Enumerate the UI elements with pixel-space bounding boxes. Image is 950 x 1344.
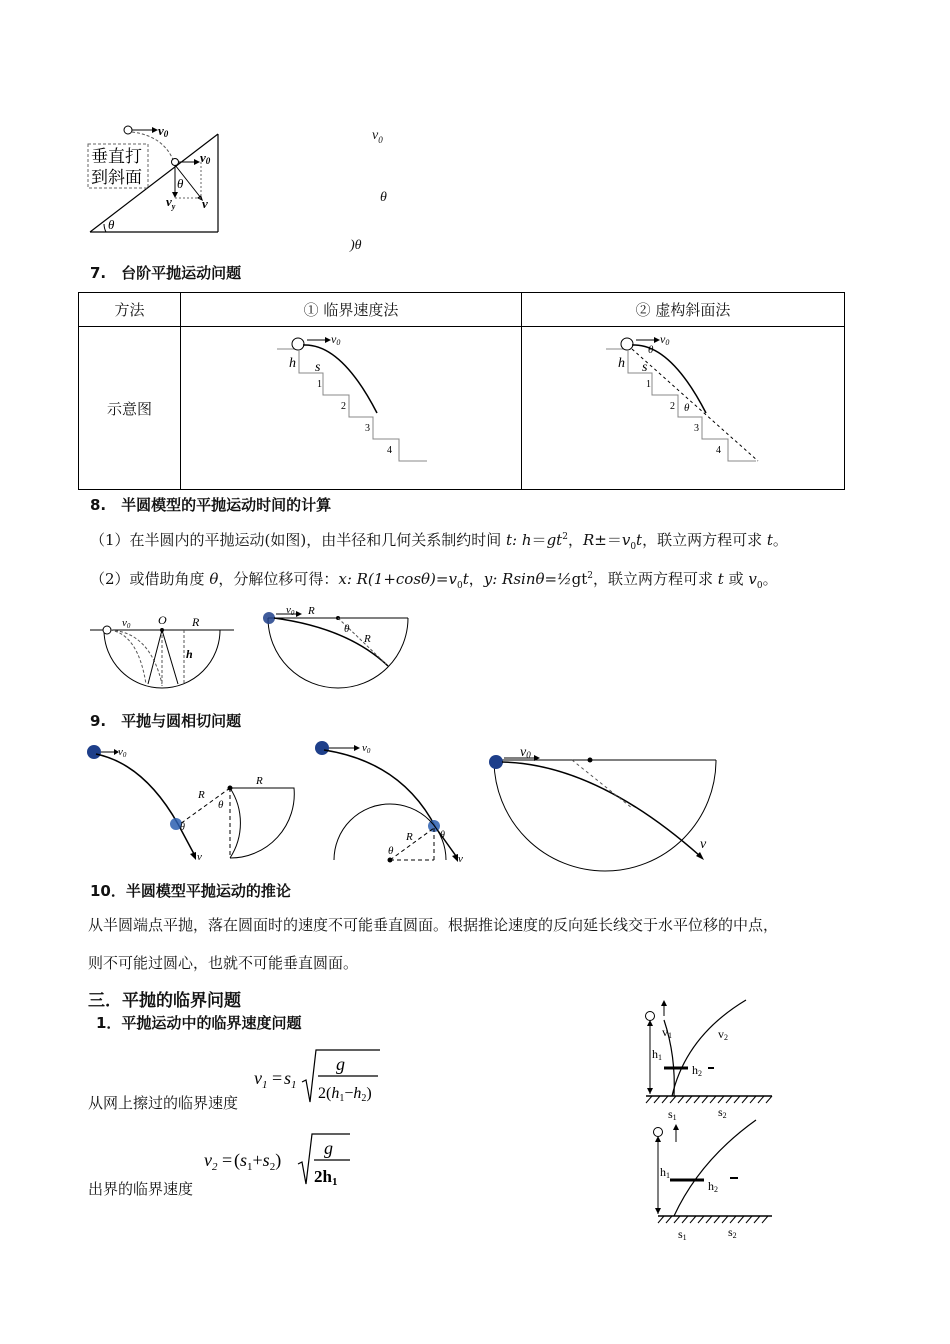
step-2: 2: [670, 401, 675, 412]
step-1: 1: [646, 379, 651, 390]
semicircle-figure-b: [258, 602, 414, 692]
eq: =: [272, 1068, 283, 1088]
method-table: [78, 292, 845, 490]
step-4: 4: [387, 445, 392, 456]
v-label: v: [700, 837, 707, 852]
tangent-figure-b: [312, 738, 482, 864]
section3-heading: 三．平抛的临界问题: [88, 991, 241, 1011]
h-label: h: [186, 647, 193, 661]
v-label: v: [197, 851, 202, 863]
step-3: 3: [694, 423, 699, 434]
out-critical-figure: [644, 1120, 784, 1246]
s1-label: s1: [668, 1107, 677, 1122]
s-label: s: [315, 360, 321, 375]
h2-label: h2: [692, 1063, 702, 1078]
stairs-figure-1: [181, 327, 521, 485]
section8-heading: 8. 半圆模型的平抛运动时间的计算: [90, 496, 332, 514]
v1-label: v1: [662, 1025, 672, 1040]
h2-label: h2: [708, 1179, 718, 1194]
h1-label: h1: [660, 1165, 670, 1180]
v0-label-2: v0: [200, 150, 211, 166]
table-header-critical: ① 临界速度法: [181, 293, 522, 327]
denominator: 2(h1−h2): [318, 1085, 372, 1104]
stairs-figure-2: [522, 327, 844, 485]
theta-label-2: θ: [440, 830, 445, 841]
denominator: 2h1: [314, 1167, 338, 1188]
theta-label: θ: [344, 623, 350, 635]
formula-v1: [250, 1044, 390, 1114]
semicircle-figure-a: [90, 608, 240, 688]
critical-speed-figure-cell: [181, 327, 522, 490]
v0-label: v0: [122, 617, 131, 630]
tangent-figure-a: [84, 742, 299, 864]
step-1: 1: [317, 379, 322, 390]
v-label: v: [202, 196, 208, 211]
s1-label: s1: [678, 1227, 687, 1242]
tangent-figure-c: [486, 744, 718, 870]
v0-label: v0: [362, 742, 371, 755]
section8-line2: （2）或借助角度 θ，分解位移可得：x: $R(1+\cos\theta)=v_0t$，y: $Rsin\theta=\frac{1}{2}gt^2$，联立两方程可求 t 或 $v_0$。: [90, 570, 778, 591]
numerator: g: [324, 1138, 333, 1158]
h-label: h: [289, 356, 296, 371]
v0-label: v0: [158, 123, 169, 139]
formula-v2: [200, 1128, 370, 1194]
theta-label: θ: [388, 845, 394, 857]
section7-heading: 7. 台阶平抛运动问题: [90, 264, 242, 282]
virtual-incline-figure-cell: [522, 327, 845, 490]
R-label-2: R: [364, 633, 371, 645]
s-label: s: [642, 360, 648, 375]
stray-theta: θ: [380, 190, 387, 205]
v0-label: v0: [118, 746, 127, 759]
v0-label: v0: [286, 604, 295, 617]
theta-label-2: θ: [684, 402, 690, 414]
s2-label: s2: [718, 1105, 727, 1120]
R-label: R: [198, 789, 205, 801]
table-row-label: 示意图: [79, 327, 181, 490]
h-label: h: [618, 356, 625, 371]
h1-label: h1: [652, 1047, 662, 1062]
v2-label: v2: [718, 1027, 728, 1042]
theta-label: θ: [218, 799, 224, 811]
v0-label: v0: [660, 332, 670, 347]
step-2: 2: [341, 401, 346, 412]
R-label-2: R: [256, 775, 263, 787]
v-label: v: [458, 853, 463, 865]
R-label: R: [192, 615, 200, 629]
table-header-method: 方法: [79, 293, 181, 327]
section10-para-line2: 则不可能过圆心，也就不可能垂直圆面。: [88, 954, 359, 972]
v2-lhs: $v_2$: [204, 1150, 218, 1173]
theta-label-2: θ: [177, 176, 184, 191]
numerator: g: [336, 1054, 345, 1074]
step-3: 3: [365, 423, 370, 434]
theta-label-2: θ: [180, 822, 185, 833]
section10-para-line1: 从半圆端点平抛，落在圆面时的速度不可能垂直圆面。根据推论速度的反向延长线交于水平位移的中点，: [88, 916, 779, 934]
theta-label: θ: [648, 344, 654, 356]
stray-theta-2: )θ: [350, 238, 362, 253]
vy-label: $v_y$: [166, 194, 176, 211]
O-label: O: [158, 613, 167, 627]
v1-lhs: $v_1$: [254, 1068, 268, 1091]
R-label: R: [308, 605, 315, 617]
net-critical-figure: [636, 996, 776, 1124]
label-line1: 垂直打: [91, 147, 142, 166]
section8-line1: （1）在半圆内的平抛运动(如图)，由半径和几何关系制约时间 t: $h=gt^2$，$R\pm=v_0t$，联立两方程可求 t。: [90, 531, 788, 552]
table-header-virtual: ② 虚构斜面法: [522, 293, 845, 327]
section9-heading: 9. 平抛与圆相切问题: [90, 712, 242, 730]
stray-v0: $v_0$: [372, 128, 383, 145]
R-label: R: [406, 831, 413, 843]
sum: $(s_1+s_2)$: [234, 1150, 282, 1173]
label-line2: 到斜面: [91, 168, 142, 187]
section10-heading: 10．半圆模型平抛运动的推论: [90, 882, 291, 900]
eq: =: [222, 1150, 233, 1170]
v0-label: v0: [520, 745, 531, 760]
v0-label: v0: [331, 332, 341, 347]
incline-figure: [84, 118, 234, 238]
out-label: 出界的临界速度: [88, 1180, 194, 1198]
s2-label: s2: [728, 1225, 737, 1240]
s1: $s_1$: [284, 1068, 297, 1091]
section3-sub1: 1．平抛运动中的临界速度问题: [96, 1014, 302, 1032]
theta-label: θ: [108, 217, 115, 232]
net-label: 从网上擦过的临界速度: [88, 1094, 239, 1112]
step-4: 4: [716, 445, 721, 456]
